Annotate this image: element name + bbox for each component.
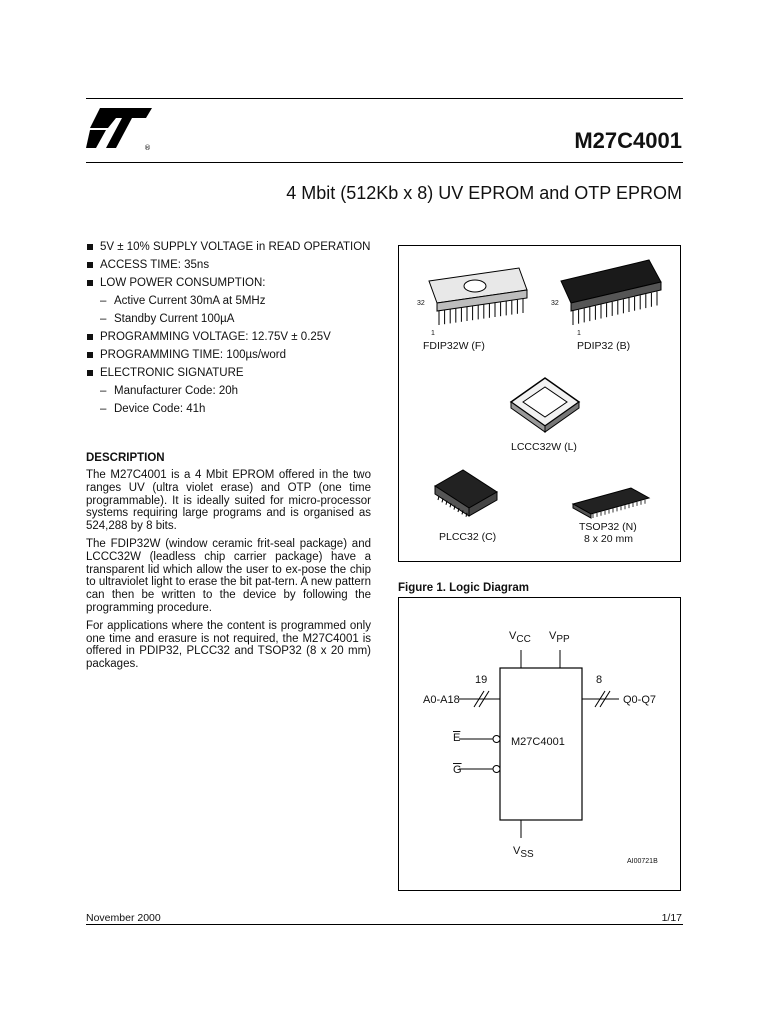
bullet-square-icon [87, 280, 93, 286]
feature-text: PROGRAMMING VOLTAGE: 12.75V ± 0.25V [100, 331, 331, 343]
feature-text: ELECTRONIC SIGNATURE [100, 367, 244, 379]
fdip32w-label: FDIP32W (F) [423, 340, 485, 352]
feature-text: Standby Current 100µA [114, 313, 235, 325]
figure-title: Figure 1. Logic Diagram [398, 582, 529, 594]
address-count-label: 19 [475, 674, 488, 686]
feature-item [86, 258, 376, 272]
pdip-pin-1-label: 1 [577, 330, 581, 337]
feature-list [86, 240, 376, 420]
feature-item [86, 276, 376, 290]
package-drawings [399, 246, 682, 563]
fdip-pin-1-label: 1 [431, 330, 435, 337]
feature-item [86, 348, 376, 362]
feature-item [86, 330, 376, 344]
dash-icon: – [100, 385, 107, 397]
feature-text: PROGRAMMING TIME: 100µs/word [100, 349, 286, 361]
g-label: $\overline{G}$ [453, 764, 462, 776]
plcc32-label: PLCC32 (C) [439, 531, 497, 543]
g-inversion-bubble [493, 766, 500, 773]
feature-item [86, 240, 376, 254]
top-rule [86, 98, 683, 99]
feature-subitem [86, 312, 376, 326]
st-logo [86, 106, 156, 152]
dash-icon: – [100, 403, 107, 415]
header-rule [86, 162, 683, 163]
description-paragraph: The M27C4001 is a 4 Mbit EPROM offered in the two ranges UV (ultra violet erase) and OTP (one time programmable). It is ideally suited for micro-processor systems requiring large programs and is organised as 524,288 by 8 bits. [86, 469, 371, 533]
footer-rule [86, 924, 683, 925]
bullet-square-icon [87, 352, 93, 358]
part-number: M27C4001 [574, 128, 682, 153]
feature-text: Device Code: 41h [114, 403, 206, 415]
vcc-label: VCC [509, 630, 531, 645]
feature-text: Active Current 30mA at 5MHz [114, 295, 266, 307]
feature-subitem [86, 402, 376, 416]
data-count-label: 8 [596, 674, 603, 686]
chip-label: M27C4001 [511, 736, 565, 748]
tsop32-label: TSOP32 (N) [579, 521, 637, 533]
bullet-square-icon [87, 244, 93, 250]
fdip-pin-32-label: 32 [417, 300, 425, 307]
e-label: $\overline{E}$ [453, 732, 461, 744]
vpp-label: VPP [549, 630, 570, 645]
description-heading: DESCRIPTION [86, 452, 165, 464]
feature-text: 5V ± 10% SUPPLY VOLTAGE in READ OPERATION [100, 241, 371, 253]
data-bus-label: Q0-Q7 [623, 694, 657, 706]
figure-reference: AI00721B [627, 858, 658, 865]
pdip32-package-icon [561, 260, 661, 325]
address-bus-label: A0-A18 [423, 694, 460, 706]
feature-text: Manufacturer Code: 20h [114, 385, 239, 397]
packages-figure [398, 245, 681, 562]
logic-diagram [398, 597, 681, 891]
feature-text: LOW POWER CONSUMPTION: [100, 277, 266, 289]
dash-icon: – [100, 295, 107, 307]
feature-text: ACCESS TIME: 35ns [100, 259, 210, 271]
feature-subitem [86, 294, 376, 308]
e-inversion-bubble [493, 736, 500, 743]
lccc32w-package-icon [511, 378, 579, 432]
dash-icon: – [100, 313, 107, 325]
description-paragraph: For applications where the content is programmed only one time and erasure is not required, the M27C4001 is offered in PDIP32, PLCC32 and TSOP32 (8 x 20 mm) packages. [86, 619, 371, 671]
vss-label: VSS [513, 845, 534, 860]
document-subtitle: 4 Mbit (512Kb x 8) UV EPROM and OTP EPROM [286, 183, 682, 203]
plcc32-package-icon [435, 470, 497, 517]
footer-date: November 2000 [86, 912, 161, 924]
lccc32w-label: LCCC32W (L) [511, 441, 577, 453]
tsop32-package-icon [573, 488, 649, 518]
tsop32-size-label: 8 x 20 mm [584, 533, 634, 545]
fdip32w-package-icon [429, 268, 527, 325]
bullet-square-icon [87, 262, 93, 268]
footer-page-number: 1/17 [661, 912, 682, 924]
bullet-square-icon [87, 370, 93, 376]
pdip-pin-32-label: 32 [551, 300, 559, 307]
feature-subitem [86, 384, 376, 398]
bullet-square-icon [87, 334, 93, 340]
pdip32-label: PDIP32 (B) [577, 340, 631, 352]
feature-item [86, 366, 376, 380]
description-text [86, 469, 371, 676]
description-paragraph: The FDIP32W (window ceramic frit-seal package) and LCCC32W (leadless chip carrier package) have a transparent lid which allow the user to ex-pose the chip to ultraviolet light to erase the bit pat-tern. A new pattern can then be written to the device by following the programming procedure. [86, 537, 371, 614]
svg-text:®: ® [144, 144, 151, 152]
